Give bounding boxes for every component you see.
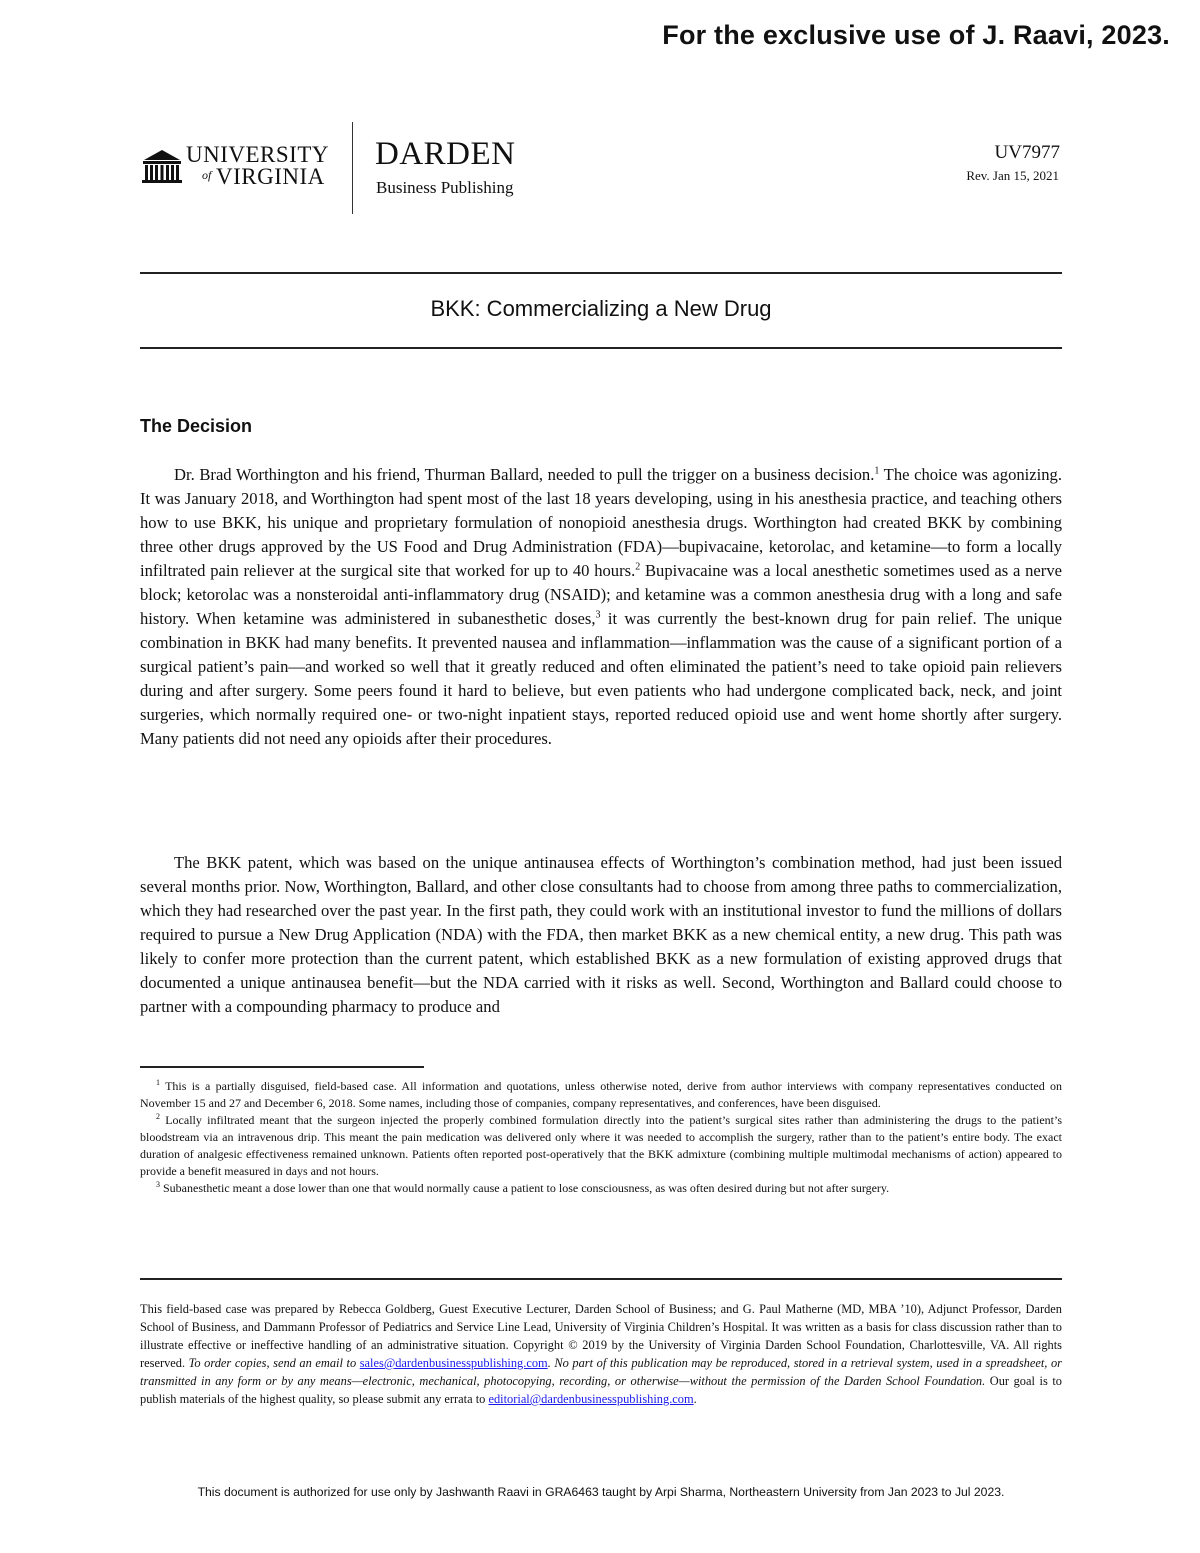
exclusive-use-banner: For the exclusive use of J. Raavi, 2023. bbox=[662, 20, 1170, 50]
document-title: BKK: Commercializing a New Drug bbox=[430, 296, 772, 321]
paragraph-1 bbox=[140, 463, 1062, 751]
title-rule-top bbox=[140, 272, 1062, 274]
footnote-ref-3: 3 bbox=[595, 609, 601, 621]
editorial-email-link[interactable]: editorial@dardenbusinesspublishing.com bbox=[488, 1392, 694, 1406]
order-copies-text: To order copies, send an email to bbox=[188, 1356, 360, 1370]
footnote-text: Subanesthetic meant a dose lower than one that would normally cause a patient to lose consciousness, as was often desired during but not after surgery. bbox=[160, 1181, 890, 1195]
footnote-ref-1: 1 bbox=[874, 465, 880, 477]
footnote-1 bbox=[140, 1078, 1062, 1112]
footnote-rule bbox=[140, 1066, 424, 1068]
footnote-text: Locally infiltrated meant that the surgeon injected the properly combined formulation directly into the patient’s surgical sites rather than administering the drugs to the patient’s bloodstream via an intravenous drip. This meant the pain medication was delivered only where it was needed to accomplish the surgery, rather than to the patient’s entire body. The exact duration of analgesic effectiveness remained unknown. Patients often reported post-operatively that the BKK admixture (combining multiple multimodal mechanisms of action) appeared to provide a benefit measured in days and not hours. bbox=[140, 1113, 1062, 1178]
logo-of: of bbox=[202, 168, 212, 182]
uva-logo bbox=[140, 138, 340, 198]
logo-virginia: VIRGINIA bbox=[216, 164, 325, 189]
section-heading: The Decision bbox=[140, 416, 253, 436]
paragraph-1-part-c: Bupivacaine was a local anesthetic sometimes used as a nerve block; ketorolac was a nonsteroidal anti-inflammatory drug (NSAID); and ketamine was a common anesthesia drug with a long and safe history. When ketamine was administered in subanesthetic doses, bbox=[140, 561, 1062, 628]
paragraph-1-part-a: Dr. Brad Worthington and his friend, Thurman Ballard, needed to pull the trigger on a business decision. bbox=[174, 465, 875, 484]
errata-text: Our goal is to publish materials of the highest quality, so please submit any errata to bbox=[140, 1374, 1062, 1406]
revision-date: Rev. Jan 15, 2021 bbox=[966, 168, 1059, 183]
period: . bbox=[693, 1392, 697, 1406]
title-rule-bottom bbox=[140, 347, 1062, 349]
preparation-rule bbox=[140, 1278, 1062, 1280]
preparation-paragraph bbox=[140, 1300, 1062, 1408]
footnote-2 bbox=[140, 1112, 1062, 1180]
logo-university: UNIVERSITY bbox=[186, 142, 329, 167]
case-number: UV7977 bbox=[994, 142, 1060, 163]
darden-wordmark: DARDEN bbox=[375, 136, 516, 172]
footnote-number: 3 bbox=[156, 1180, 160, 1189]
darden-subtitle: Business Publishing bbox=[376, 178, 514, 197]
rights-text: . No part of this publication may be reproduced, stored in a retrieval system, used in a spreadsheet, or transmitted in any form or by any means—electronic, mechanical, photocopying, recording, or otherwise—without the permission of the Darden School Foundation. bbox=[140, 1356, 1062, 1388]
paragraph-1-part-b: The choice was agonizing. It was January 2018, and Worthington had spent most of the last 18 years developing, using in his anesthesia practice, and teaching others how to use BKK, his unique and proprietary formulation of nonopioid anesthesia drugs. Worthington had created BKK by combining three other drugs approved by the US Food and Drug Administration (FDA)—bupivacaine, ketorolac, and ketamine—to form a locally infiltrated pain reliever at the surgical site that worked for up to 40 hours. bbox=[140, 465, 1062, 580]
paragraph-2: The BKK patent, which was based on the unique antinausea effects of Worthington’s combination method, had just been issued several months prior. Now, Worthington, Ballard, and other close consultants had to choose from among three paths to commercialization, which they had researched over the past year. In the first path, they could work with an institutional investor to fund the millions of dollars required to pursue a New Drug Application (NDA) with the FDA, then market BKK as a new chemical entity, a new drug. This path was likely to confer more protection than the current patent, which established BKK as a new formulation of existing approved drugs that documented a unique antinausea benefit—but the NDA carried with it risks as well. Second, Worthington and Ballard could choose to partner with a compounding pharmacy to produce and bbox=[140, 853, 1062, 1016]
footnote-text: This is a partially disguised, field-based case. All information and quotations, unless otherwise noted, derive from author interviews with company representatives conducted on November 15 and 27 and December 6, 2018. Some names, including those of companies, company representatives, and conferences, have been disguised. bbox=[140, 1079, 1062, 1110]
sales-email-link[interactable]: sales@dardenbusinesspublishing.com bbox=[359, 1356, 548, 1370]
preparation-note bbox=[140, 1300, 1062, 1408]
footnotes bbox=[140, 1078, 1062, 1197]
preparation-text: This field-based case was prepared by Rebecca Goldberg, Guest Executive Lecturer, Darden School of Business; and G. Paul Matherne (MD, MBA ’10), Adjunct Professor, Darden School of Business, and Dammann Professor of Pediatrics and Service Line Lead, University of Virginia Children’s Hospital. It was written as a basis for class discussion rather than to illustrate effective or ineffective handling of an administrative situation. Copyright © 2019 by the University of Virginia Darden School Foundation, Charlottesville, VA. All rights reserved. bbox=[140, 1302, 1062, 1370]
rotunda-icon bbox=[140, 144, 184, 188]
logo-divider bbox=[352, 122, 353, 214]
authorization-notice: This document is authorized for use only by Jashwanth Raavi in GRA6463 taught by Arpi Sharma, Northeastern University from Jan 2023 to Jul 2023. bbox=[197, 1485, 1005, 1499]
footnote-number: 1 bbox=[156, 1078, 160, 1087]
footnote-ref-2: 2 bbox=[635, 561, 641, 573]
footnote-number: 2 bbox=[156, 1112, 160, 1121]
paragraph-1-part-d: it was currently the best-known drug for pain relief. The unique combination in BKK had many benefits. It prevented nausea and inflammation—inflammation was the cause of a significant portion of a surgical patient’s pain—and worked so well that it greatly reduced and often eliminated the patient’s need to take opioid pain relievers during and after surgery. Some peers found it hard to believe, but even patients who had undergone complicated back, neck, and joint surgeries, which normally required one- or two-night inpatient stays, reported reduced opioid use and went home shortly after surgery. Many patients did not need any opioids after their procedures. bbox=[140, 609, 1062, 748]
footnote-3 bbox=[140, 1180, 1062, 1197]
